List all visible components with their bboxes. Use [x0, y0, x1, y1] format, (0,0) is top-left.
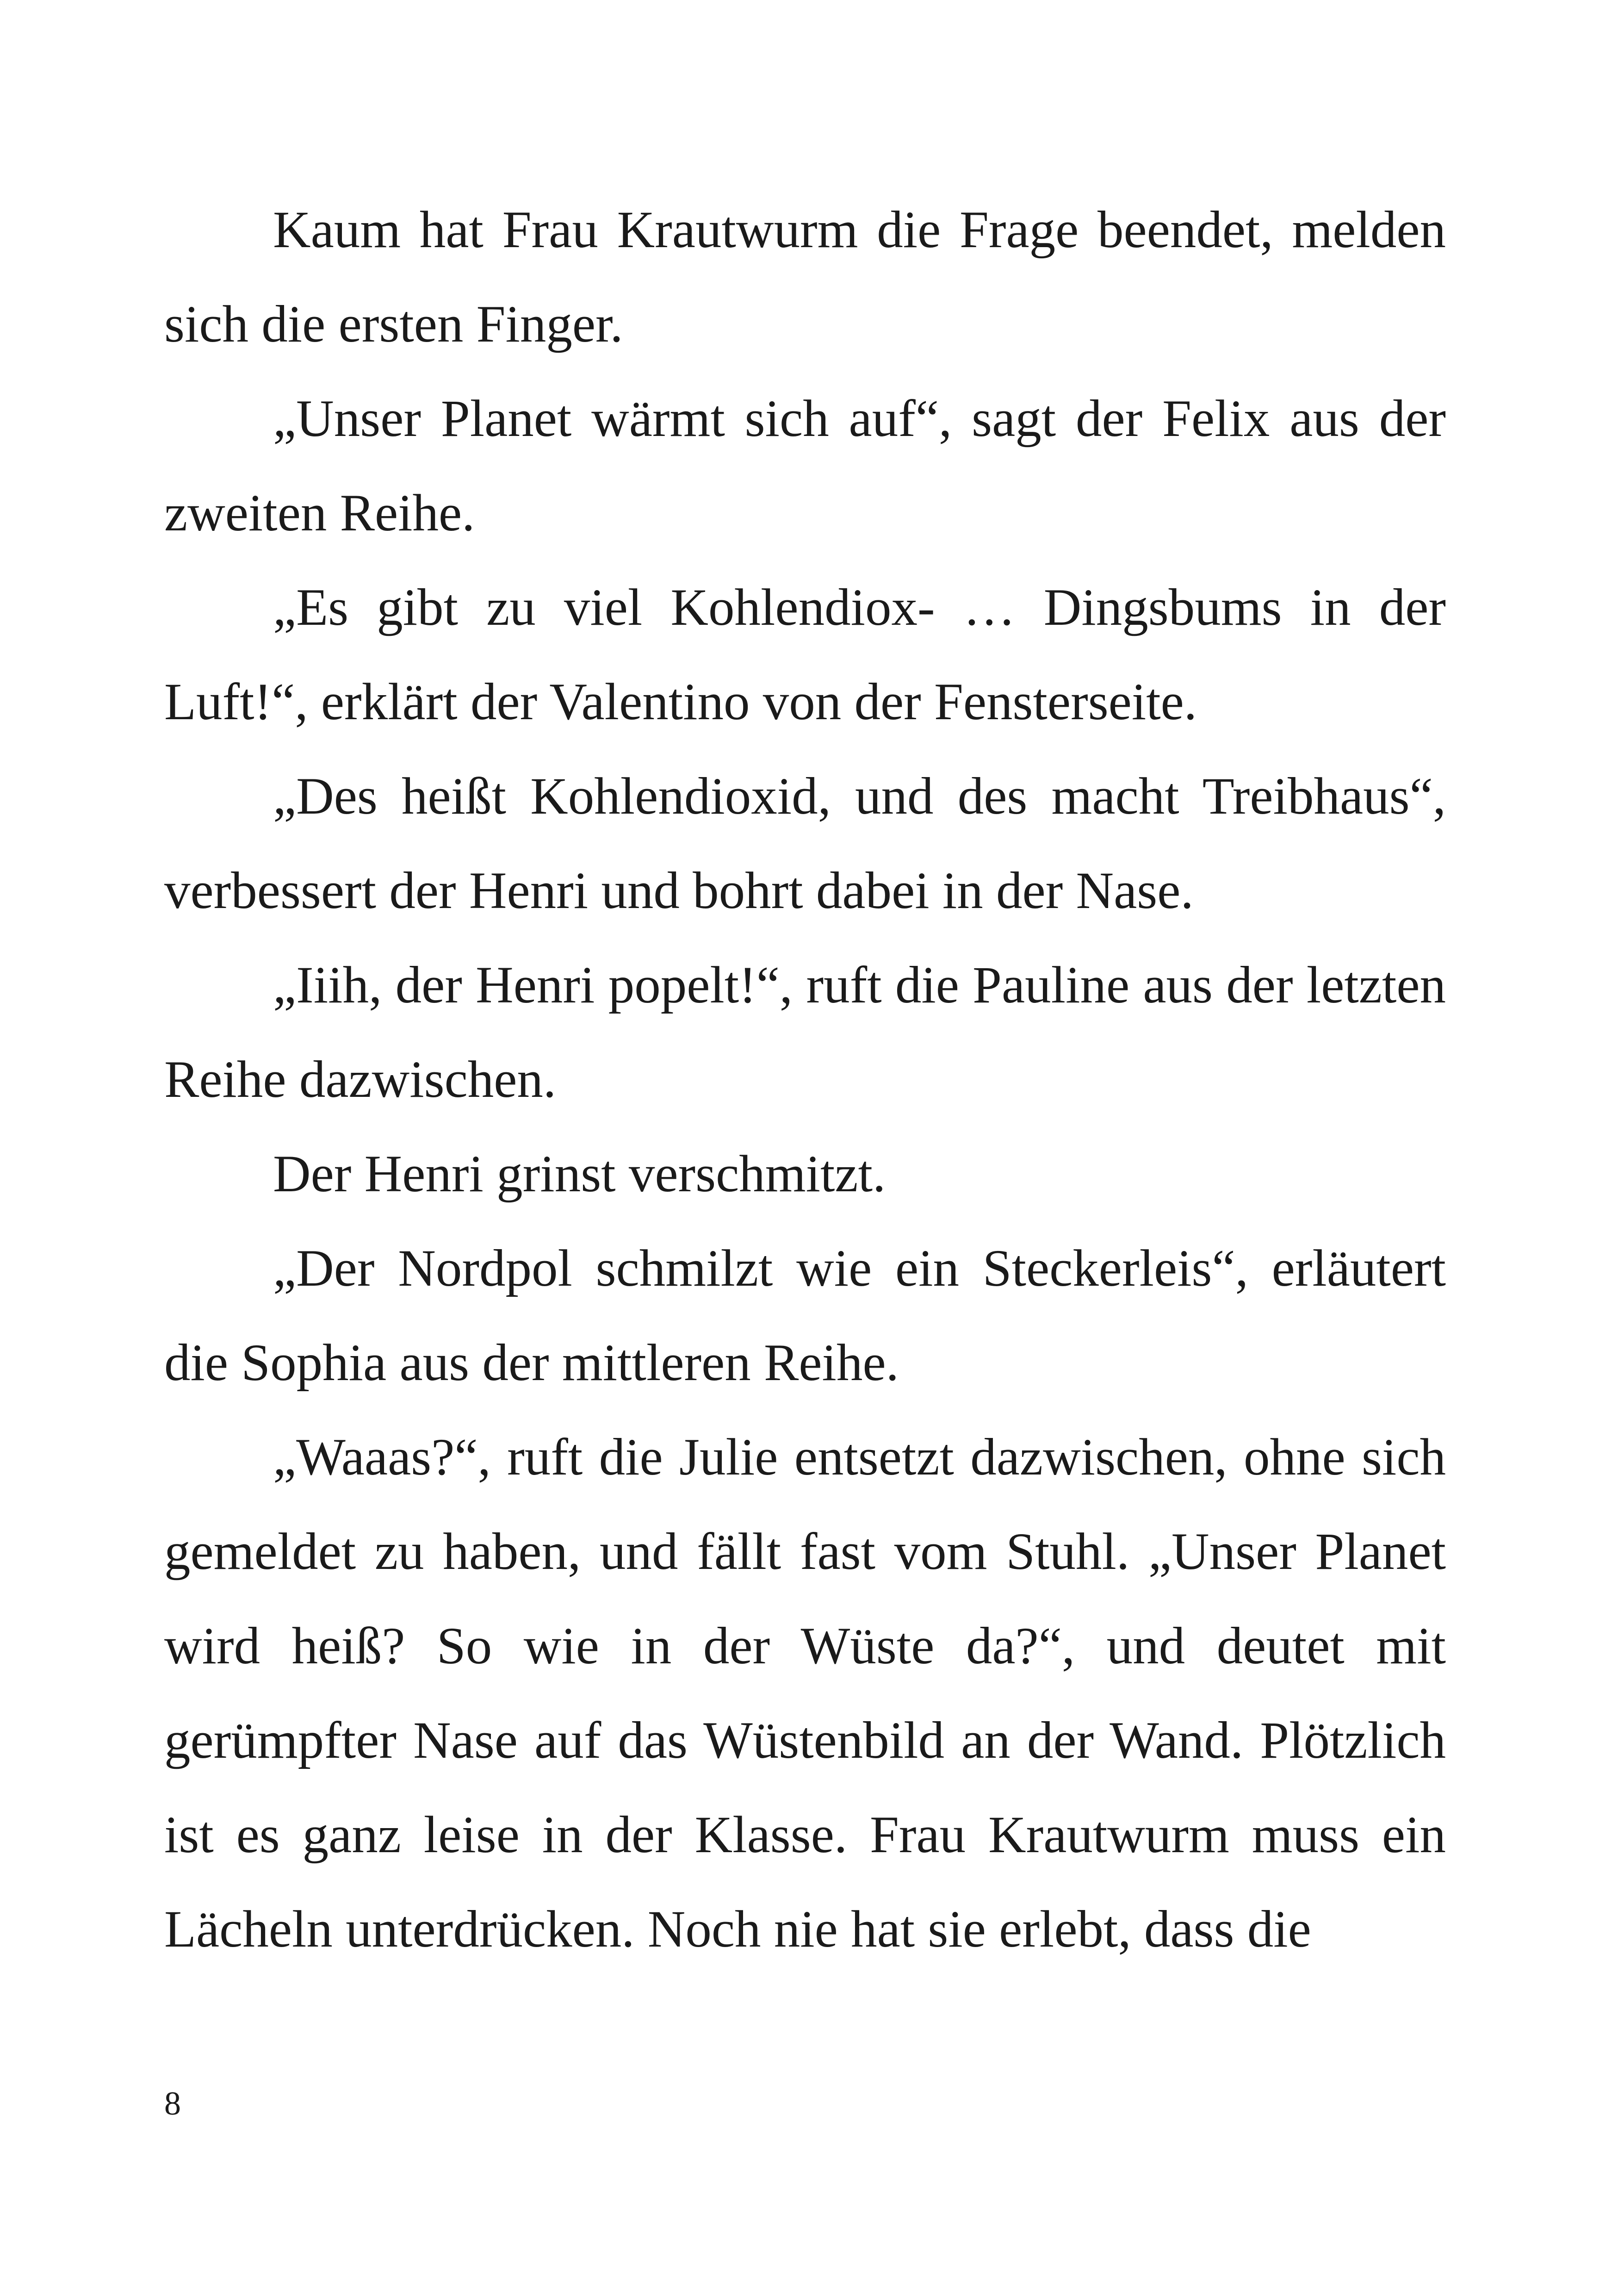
paragraph-5: „Iiih, der Henri popelt!“, ruft die Pauline aus der letzten Reihe dazwischen. — [164, 956, 1446, 1108]
paragraph-4: „Des heißt Kohlendioxid, und des macht Treibhaus“, verbessert der Henri und bohrt dabei in der Nase. — [164, 767, 1446, 920]
paragraph-1: Kaum hat Frau Krautwurm die Frage beendet, melden sich die ersten Finger. — [164, 201, 1446, 353]
paragraph-8: „Waaas?“, ruft die Julie entsetzt dazwischen, ohne sich gemeldet zu haben, und fällt fast vom Stuhl. „Unser Planet wird heiß? So wie in der Wüste da?“, und deutet mit gerümpfter Nase auf das Wüstenbild an der Wand. Plötzlich ist es ganz leise in der Klasse. Frau Krautwurm muss ein Lächeln unterdrücken. Noch nie hat sie erlebt, dass die — [164, 1428, 1446, 1958]
body-text — [164, 183, 1446, 1977]
paragraph-2: „Unser Planet wärmt sich auf“, sagt der Felix aus der zweiten Reihe. — [164, 390, 1446, 542]
paragraph-7: „Der Nordpol schmilzt wie ein Steckerleis“, erläutert die Sophia aus der mittleren Reihe. — [164, 1239, 1446, 1392]
paragraph-3: „Es gibt zu viel Kohlendiox- … Dingsbums in der Luft!“, erklärt der Valentino von der Fensterseite. — [164, 579, 1446, 731]
paragraph-6: Der Henri grinst verschmitzt. — [273, 1145, 886, 1203]
page-number: 8 — [164, 2085, 181, 2122]
